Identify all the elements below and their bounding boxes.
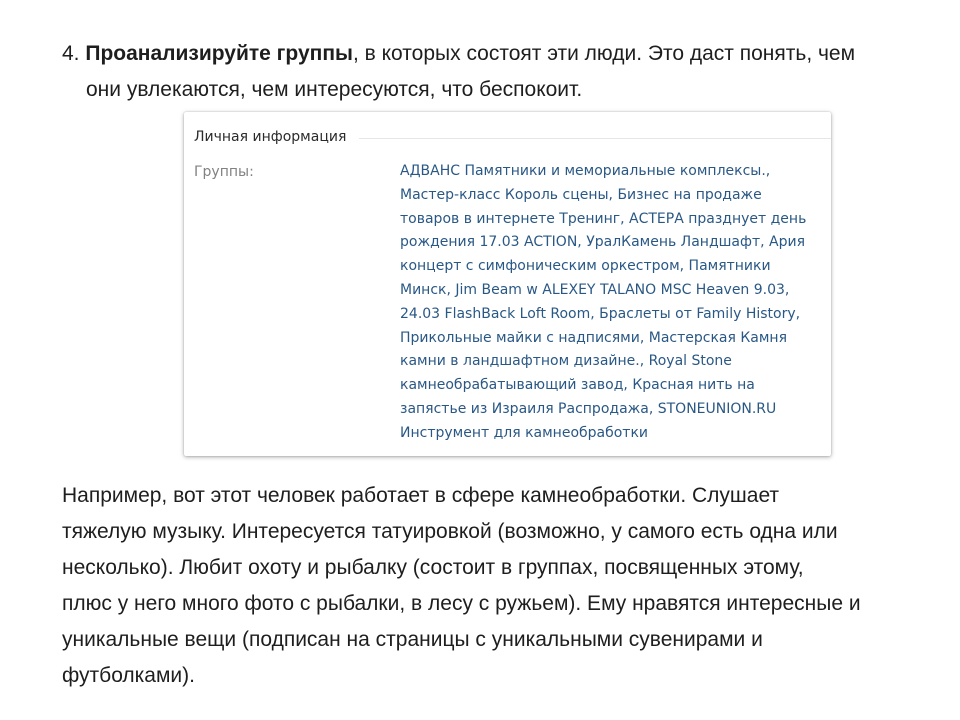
card-header: Личная информация (194, 129, 347, 145)
paragraph-line: уникальные вещи (подписан на страницы с уникальными сувенирами и (62, 628, 763, 651)
paragraph-line: футболками). (62, 664, 195, 687)
list-item-bold-text: Проанализируйте группы (85, 42, 353, 65)
groups-line[interactable]: концерт с симфоническим оркестром, Памятники (400, 258, 771, 275)
groups-line[interactable]: рождения 17.03 ACTION, УралКамень Ландшафт, Ария (400, 234, 806, 251)
list-item-4 (62, 36, 922, 108)
groups-line[interactable]: камнеобрабатывающий завод, Красная нить на (400, 377, 755, 394)
list-item-text-line1: , в которых состоят эти люди. Это даст понять, чем (352, 42, 856, 65)
paragraph-line: тяжелую музыку. Интересуется татуировкой (возможно, у самого есть одна или (62, 520, 838, 543)
card-divider (359, 138, 831, 139)
groups-line[interactable]: АДВАНС Памятники и мемориальные комплексы., (400, 163, 771, 179)
personal-info-screenshot (184, 112, 831, 456)
groups-line[interactable]: Инструмент для камнеобработки (400, 424, 649, 441)
groups-line[interactable]: 24.03 FlashBack Loft Room, Браслеты от Family History, (400, 305, 801, 322)
groups-line[interactable]: Минск, Jim Beam w ALEXEY TALANO MSC Heaven 9.03, (400, 281, 790, 298)
groups-list (400, 160, 825, 446)
paragraph-line: Например, вот этот человек работает в сфере камнеобработки. Слушает (62, 484, 780, 507)
groups-line[interactable]: товаров в интернете Тренинг, АСТЕРА празднует день (400, 210, 807, 227)
list-item-number: 4. (62, 42, 80, 65)
groups-line[interactable]: Прикольные майки с надписями, Мастерская Камня (400, 329, 788, 346)
groups-line[interactable]: камни в ландшафтном дизайне., Royal Stone (400, 353, 732, 370)
list-item-text-line2: они увлекаются, чем интересуются, что беспокоит. (86, 78, 583, 101)
paragraph-line: плюс у него много фото с рыбалки, в лесу с ружьем). Ему нравятся интересные и (62, 592, 861, 615)
groups-line[interactable]: запястье из Израиля Распродажа, STONEUNION.RU (400, 400, 777, 417)
example-paragraph (62, 478, 942, 694)
groups-line[interactable]: Мастер-класс Король сцены, Бизнес на продаже (400, 186, 762, 203)
paragraph-line: несколько). Любит охоту и рыбалку (состоит в группах, посвященных этому, (62, 556, 804, 579)
groups-label: Группы: (194, 164, 254, 180)
